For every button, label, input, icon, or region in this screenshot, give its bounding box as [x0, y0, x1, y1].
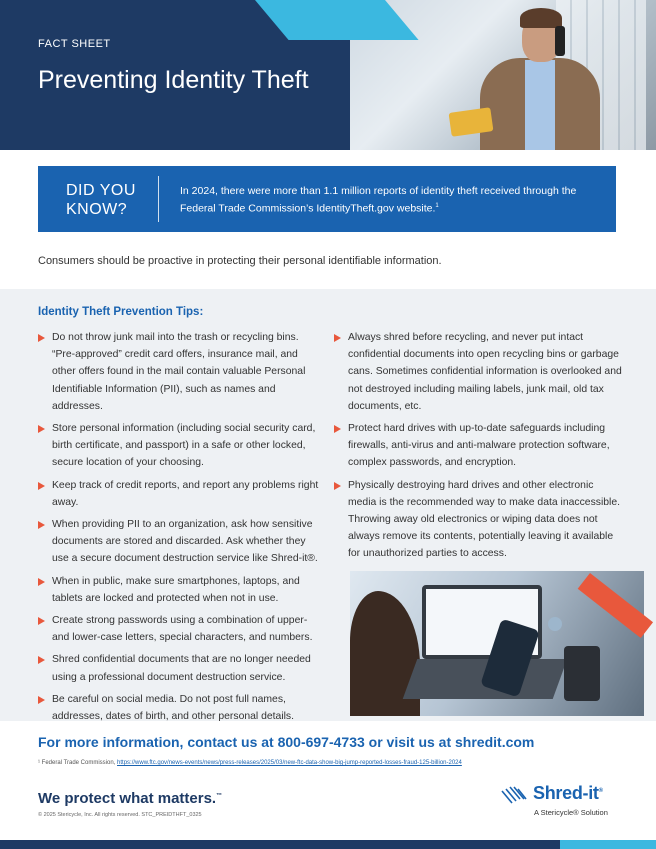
arrow-bullet-icon [38, 425, 45, 433]
shred-it-logo-mark-icon [500, 785, 528, 807]
eyebrow-label: FACT SHEET [38, 38, 111, 50]
arrow-bullet-icon [38, 656, 45, 664]
arrow-bullet-icon [38, 578, 45, 586]
arrow-bullet-icon [38, 334, 45, 342]
tagline: We protect what matters.™ [38, 790, 223, 807]
copyright: © 2025 Stericycle, Inc. All rights reserved. STC_PREIDTHFT_0325 [38, 812, 202, 818]
tips-heading: Identity Theft Prevention Tips: [38, 306, 204, 318]
tip-item: Be careful on social media. Do not post full names, addresses, dates of birth, and other personal details. [38, 691, 324, 725]
tips-list-left [38, 329, 324, 730]
tip-item: Store personal information (including social security card, birth certificate, and passport) in a safe or other locked, secure location of your choosing. [38, 420, 324, 472]
mug-icon [564, 646, 600, 701]
callout-divider [158, 176, 159, 222]
tip-item: Do not throw junk mail into the trash or recycling bins. “Pre-approved” credit card offers, insurance mail, and other offers found in the mail contain valuable Personal Identifiable Information (PII), such as names and addresses. [38, 329, 324, 415]
tips-section [0, 289, 656, 721]
did-you-know-label: DID YOU KNOW? [66, 182, 136, 218]
tip-item: Physically destroying hard drives and other electronic media is the recommended way to make data inaccessible. Throwing away old electronics or wiping data does not always remove its contents, potentially leaving it available for unauthorized parties to access. [334, 477, 624, 563]
page-title: Preventing Identity Theft [38, 66, 309, 94]
tip-item: Keep track of credit reports, and report any problems right away. [38, 477, 324, 511]
arrow-bullet-icon [334, 482, 341, 490]
tip-item: Create strong passwords using a combination of upper-and lower-case letters, special characters, and numbers. [38, 612, 324, 646]
bottom-bar [0, 840, 656, 849]
header-banner [0, 0, 656, 150]
footnote-link[interactable]: https://www.ftc.gov/news-events/news/press-releases/2025/03/new-ftc-data-show-big-jump-reported-losses-fraud-125-billion-2024 [117, 760, 462, 766]
did-you-know-text: In 2024, there were more than 1.1 million reports of identity theft received through the Federal Trade Commission’s IdentityTheft.gov website.$^1$ [180, 185, 577, 215]
logo-subtitle: A Stericycle® Solution [534, 808, 608, 817]
tip-item: When providing PII to an organization, ask how sensitive documents are stored and discarded. Ask whether they use a secure document destruction service like Shred-it®. [38, 516, 324, 568]
shred-it-logo: Shred-it® A Stericycle® Solution [500, 783, 630, 823]
footnote: ¹ Federal Trade Commission, https://www.ftc.gov/news-events/news/press-releases/2025/03/new-ftc-data-show-big-jump-reported-losses-fraud-125-billion-2024 [38, 760, 462, 766]
tip-item: Shred confidential documents that are no longer needed using a professional document destruction service. [38, 651, 324, 685]
intro-paragraph: Consumers should be proactive in protecting their personal identifiable information. [38, 255, 442, 267]
phone-icon [555, 26, 565, 56]
arrow-bullet-icon [334, 425, 341, 433]
arrow-bullet-icon [38, 521, 45, 529]
arrow-bullet-icon [38, 696, 45, 704]
tip-item: When in public, make sure smartphones, laptops, and tablets are locked and protected when not in use. [38, 573, 324, 607]
arrow-bullet-icon [334, 334, 341, 342]
arrow-bullet-icon [38, 617, 45, 625]
tips-list-right [334, 329, 624, 568]
bottom-bar-accent [560, 840, 656, 849]
tip-item: Always shred before recycling, and never put intact confidential documents into open recycling bins or garbage cans. Sometimes confidential information is overlooked and not destroyed including mailing labels, junk mail, old tax documents, etc. [334, 329, 624, 415]
contact-line: For more information, contact us at 800-697-4733 or visit us at shredit.com [38, 734, 535, 750]
did-you-know-callout [38, 166, 616, 232]
arrow-bullet-icon [38, 482, 45, 490]
footnote-marker: 1 [435, 203, 439, 209]
tip-item: Protect hard drives with up-to-date safeguards including firewalls, anti-virus and anti-malware protection software, complex passwords, and encryption. [334, 420, 624, 472]
